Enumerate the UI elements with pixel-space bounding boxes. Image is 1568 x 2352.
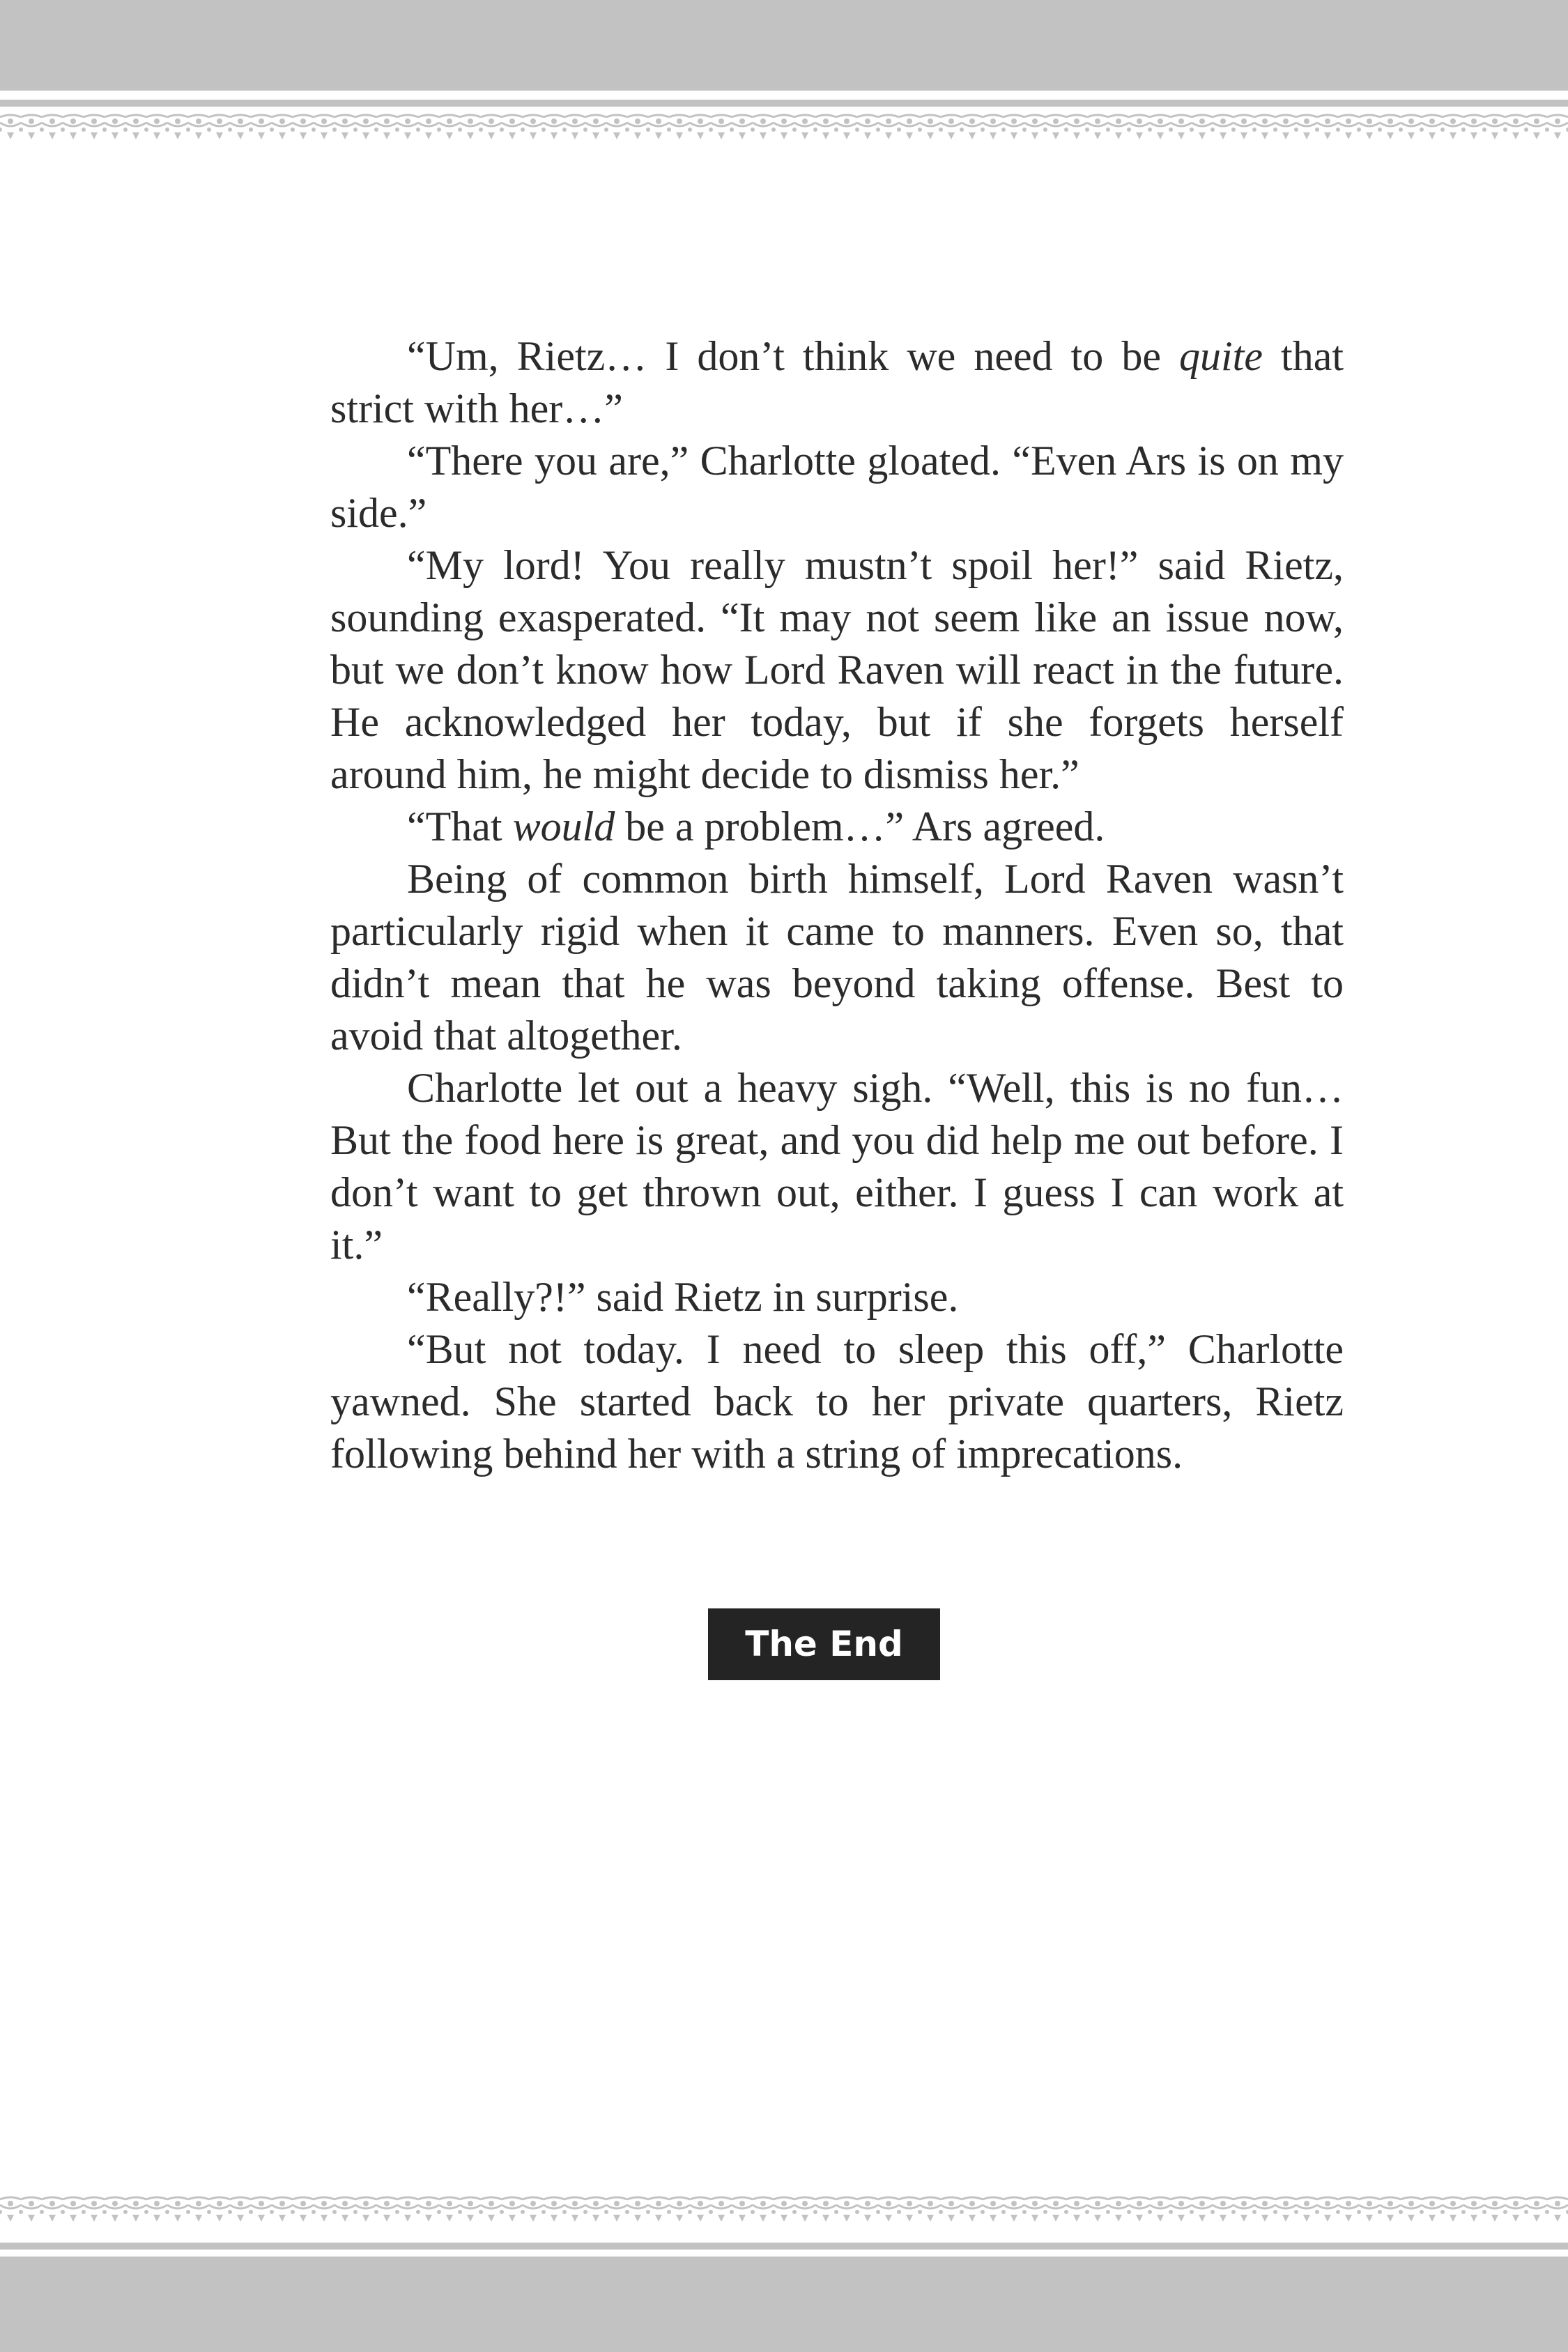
paragraph: “My lord! You really mustn’t spoil her!” said Rietz, sounding exasperated. “It may not seem like an issue now, but we don’t know how Lord Raven will react in the future. He acknowledged her today, but if she forgets herself around him, he might decide to dismiss her.” [330, 542, 1344, 797]
bottom-thin-rule [0, 2243, 1568, 2250]
the-end-label: The End [708, 1608, 940, 1680]
top-thin-rule [0, 100, 1568, 107]
paragraph: “Really?!” said Rietz in surprise. [407, 1274, 959, 1320]
paragraph: “Um, Rietz… I don’t think we need to be quite that strict with her…” [330, 333, 1344, 431]
paragraph: “That would be a problem…” Ars agreed. [407, 804, 1105, 850]
body-text [330, 330, 1344, 1480]
top-decorative-border [0, 112, 1568, 144]
paragraph: Charlotte let out a heavy sigh. “Well, this is no fun… But the food here is great, and you did help me out before. I don’t want to get thrown out, either. I guess I can work at it.” [330, 1065, 1344, 1268]
bottom-decorative-border [0, 2194, 1568, 2226]
bottom-gray-band [0, 2257, 1568, 2352]
paragraph: “But not today. I need to sleep this off,” Charlotte yawned. She started back to her private quarters, Rietz following behind her with a string of imprecations. [330, 1326, 1344, 1477]
paragraph: Being of common birth himself, Lord Raven wasn’t particularly rigid when it came to manners. Even so, that didn’t mean that he was beyond taking offense. Best to avoid that altogether. [330, 856, 1344, 1059]
paragraph: “There you are,” Charlotte gloated. “Even Ars is on my side.” [330, 438, 1344, 536]
top-gray-band [0, 0, 1568, 91]
